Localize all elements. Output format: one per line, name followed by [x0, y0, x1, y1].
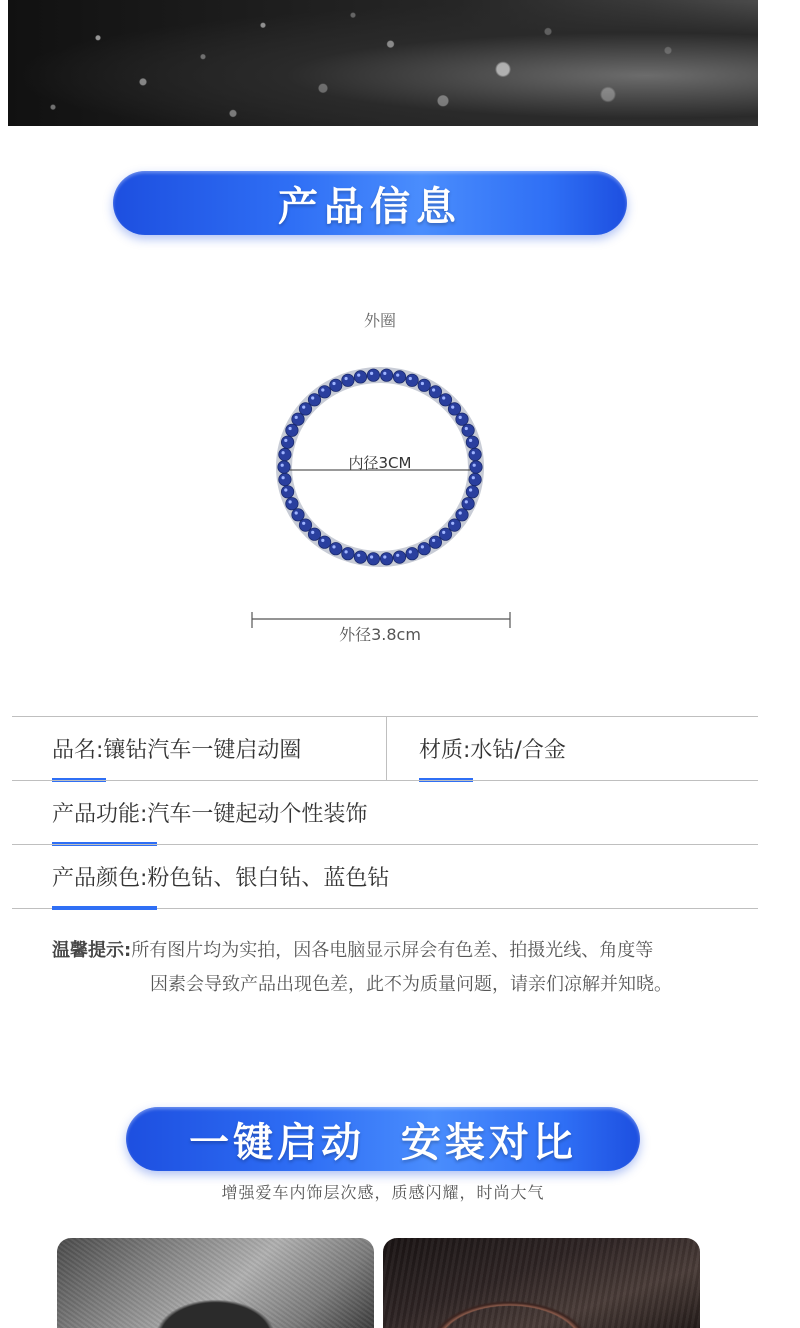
ring-stone [429, 386, 441, 398]
ring-stone [299, 519, 311, 531]
function-cell [12, 781, 758, 844]
ring-stone [466, 486, 478, 498]
product-name-cell [12, 717, 387, 780]
color-label: 产品颜色: [52, 866, 148, 891]
ring-stone-highlight [451, 406, 454, 409]
section-subtitle: 增强爱车内饰层次感，质感闪耀，时尚大气 [221, 1183, 545, 1202]
ring-stone [469, 473, 481, 485]
ring-stone-highlight [451, 522, 454, 525]
ring-stone-highlight [295, 511, 298, 514]
ring-stone [367, 553, 379, 565]
notice-block [52, 934, 752, 1002]
ring-stone [278, 461, 290, 473]
ring-stone-highlight [311, 396, 314, 399]
info-row-function [12, 780, 758, 844]
ring-stone [470, 461, 482, 473]
ring-stone-highlight [281, 464, 284, 467]
ring-stone [292, 509, 304, 521]
ring-stone [462, 424, 474, 436]
outer-diameter-label: 外径3.8cm [339, 625, 421, 644]
ring-stone-highlight [289, 427, 292, 430]
ring-stone [439, 394, 451, 406]
ring-stone [429, 536, 441, 548]
ring-stone-highlight [284, 488, 287, 491]
product-name-value: 镶钻汽车一键启动圈 [103, 738, 302, 763]
ring-stone-highlight [459, 511, 462, 514]
ring-stone-highlight [295, 416, 298, 419]
color-value: 粉色钻、银白钻、蓝色钻 [147, 866, 390, 891]
ring-stone-highlight [396, 374, 399, 377]
ring-stone [281, 436, 293, 448]
inner-diameter-label: 内径3CM [348, 454, 412, 472]
ring-stone [380, 553, 392, 565]
ring-stone-highlight [469, 439, 472, 442]
ring-stone [469, 448, 481, 460]
ring-stone [448, 403, 460, 415]
function-label: 产品功能: [52, 802, 148, 827]
material-value: 水钻/合金 [470, 738, 566, 763]
ring-stone [439, 528, 451, 540]
ring-stone-highlight [465, 500, 468, 503]
ring-stone-highlight [357, 374, 360, 377]
ring-stone-highlight [282, 451, 285, 454]
ring-stone [279, 448, 291, 460]
outer-ring-label: 外圈 [363, 311, 396, 330]
ring-stone [342, 548, 354, 560]
ring-stone-highlight [289, 500, 292, 503]
ring-stone-highlight [469, 488, 472, 491]
ring-stone-highlight [332, 382, 335, 385]
ring-stone-highlight [472, 451, 475, 454]
color-cell [12, 845, 758, 908]
ring-stone [393, 371, 405, 383]
ring-stone-highlight [302, 522, 305, 525]
ring-stone-highlight [383, 555, 386, 558]
ring-stone [418, 543, 430, 555]
ring-stone-highlight [370, 372, 373, 375]
material-label: 材质: [419, 738, 471, 763]
ring-stone [318, 386, 330, 398]
ring-stone [299, 403, 311, 415]
info-row-color [12, 844, 758, 909]
ring-stone [354, 551, 366, 563]
ring-stone [448, 519, 460, 531]
ring-stone-highlight [409, 377, 412, 380]
ring-stone [330, 379, 342, 391]
ring-stone-highlight [370, 555, 373, 558]
ring-stone-highlight [383, 372, 386, 375]
ring-stone [318, 536, 330, 548]
ring-stone [466, 436, 478, 448]
ring-stone [456, 413, 468, 425]
ring-stone [406, 548, 418, 560]
ring-stone-highlight [396, 554, 399, 557]
section-title-banner-product-info [113, 171, 627, 235]
ring-stone-highlight [432, 539, 435, 542]
ring-stone [462, 498, 474, 510]
ring-stone [308, 528, 320, 540]
info-row-name-material [12, 716, 758, 780]
ring-stone [292, 413, 304, 425]
ring-stone-highlight [357, 554, 360, 557]
ring-stone-highlight [311, 531, 314, 534]
ring-stone [367, 369, 379, 381]
section-title-text: 产品信息 [278, 183, 462, 230]
ring-stone [456, 509, 468, 521]
notice-label: 温馨提示: [52, 940, 132, 961]
ring-stone-highlight [459, 416, 462, 419]
ring-stone-highlight [332, 545, 335, 548]
ring-stone-highlight [442, 396, 445, 399]
ring-stone-highlight [442, 531, 445, 534]
material-cell [387, 717, 758, 780]
ring-stone-highlight [345, 377, 348, 380]
ring-stone [281, 486, 293, 498]
ring-stone [308, 394, 320, 406]
section-title-banner-install-compare [126, 1107, 640, 1171]
ring-stone-highlight [345, 550, 348, 553]
ring-stone-highlight [321, 539, 324, 542]
ring-stone [279, 473, 291, 485]
product-info-table [12, 716, 758, 909]
top-bokeh-photo [8, 0, 758, 126]
ring-stone-highlight [421, 545, 424, 548]
ring-stone [342, 374, 354, 386]
ring-stone [354, 371, 366, 383]
ring-stone-highlight [421, 382, 424, 385]
ring-stone-highlight [465, 427, 468, 430]
ring-stone [393, 551, 405, 563]
ring-stone [406, 374, 418, 386]
ring-stone-highlight [284, 439, 287, 442]
comparison-photo-after [383, 1238, 700, 1328]
ring-stone-highlight [282, 476, 285, 479]
product-name-label: 品名: [52, 738, 104, 763]
notice-line-2: 因素会导致产品出现色差，此不为质量问题，请亲们凉解并知晓。 [150, 974, 672, 995]
ring-stone-highlight [473, 464, 476, 467]
ring-stone [286, 498, 298, 510]
section-title-text: 一键启动 安装对比 [189, 1119, 577, 1166]
ring-stone [286, 424, 298, 436]
ring-stone-highlight [409, 550, 412, 553]
ring-stone-highlight [432, 388, 435, 391]
ring-stone [330, 543, 342, 555]
comparison-photo-before [57, 1238, 374, 1328]
function-value: 汽车一键起动个性装饰 [147, 802, 368, 827]
ring-stone-highlight [472, 476, 475, 479]
notice-line-1: 所有图片均为实拍，因各电脑显示屏会有色差、拍摄光线、角度等 [131, 940, 654, 961]
ring-stone-highlight [321, 388, 324, 391]
label-underline [52, 906, 157, 910]
ring-stone-highlight [302, 406, 305, 409]
ring-stone [418, 379, 430, 391]
ring-stone [380, 369, 392, 381]
